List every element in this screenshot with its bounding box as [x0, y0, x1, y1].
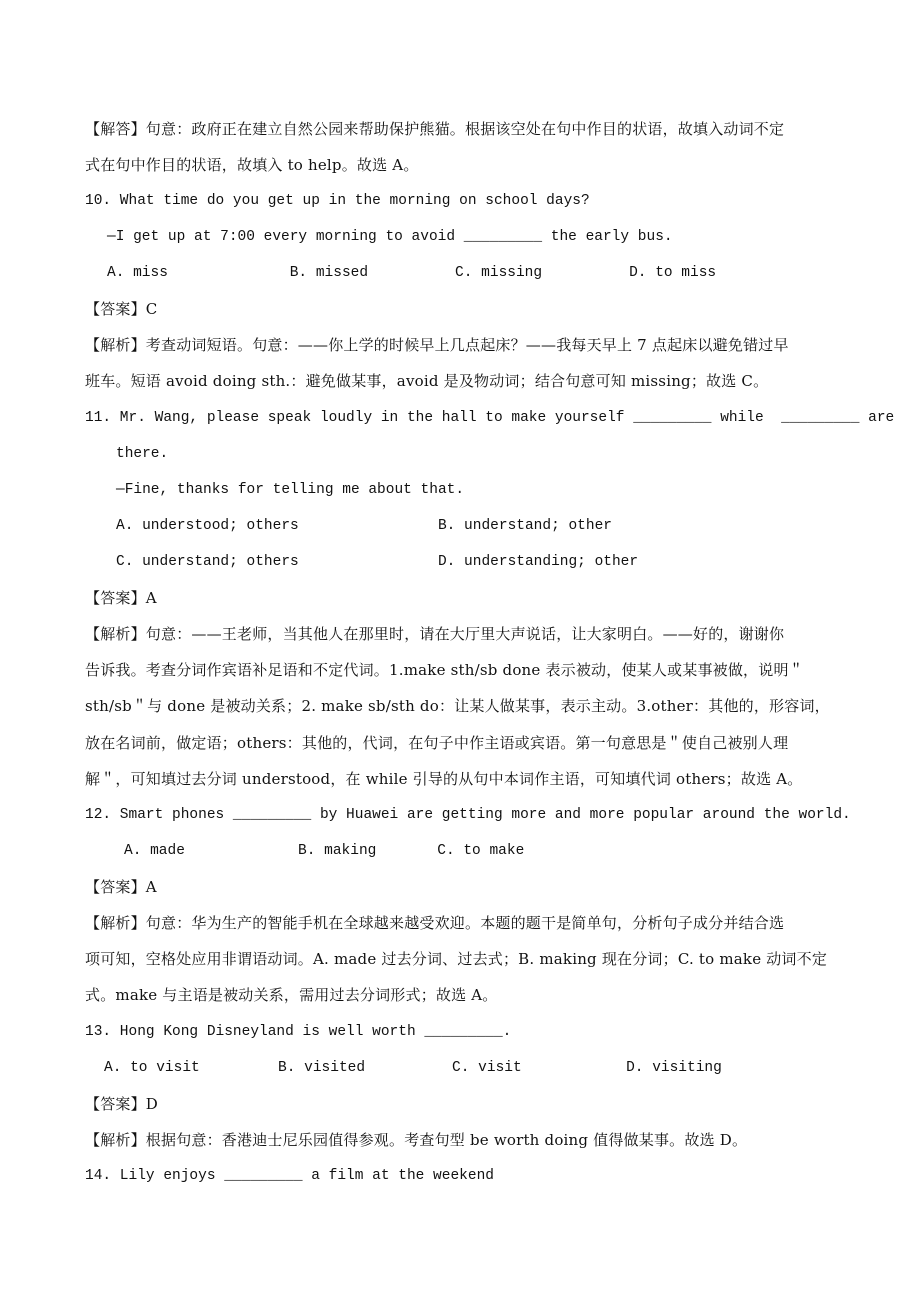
answer-explanation-9-line-2: 式在句中作目的状语，故填入 to help。故选 A。	[85, 156, 419, 174]
answer-explanation-9-line-1: 【解答】句意：政府正在建立自然公园来帮助保护熊猫。根据该空处在句中作目的状语，故填入动词不定	[85, 120, 785, 138]
question-10-options: A. miss B. missed C. missing D. to miss	[107, 265, 717, 281]
question-10-analysis-line-2: 班车。短语 avoid doing sth.：避免做某事，avoid 是及物动词；结合句意可知 missing；故选 C。	[85, 372, 769, 390]
question-11-analysis-line-1: 【解析】句意：——王老师，当其他人在那里时，请在大厅里大声说话，让大家明白。——好的，谢谢你	[85, 625, 785, 643]
question-12-analysis-line-1: 【解析】句意：华为生产的智能手机在全球越来越受欢迎。本题的题干是简单句，分析句子成分并结合选	[85, 914, 785, 932]
question-10-answer: 【答案】C	[85, 300, 158, 318]
question-10-analysis-line-1: 【解析】考查动词短语。句意：——你上学的时候早上几点起床？——我每天早上 7 点起床以避免错过早	[85, 336, 789, 354]
question-10-reply: —I get up at 7:00 every morning to avoid _________ the early bus.	[107, 229, 673, 245]
question-12-analysis-line-3: 式。make 与主语是被动关系，需用过去分词形式；故选 A。	[85, 986, 498, 1004]
question-12-analysis-line-2: 项可知，空格处应用非谓语动词。A. made 过去分词、过去式；B. making 现在分词；C. to make 动词不定	[85, 950, 828, 968]
question-11-answer: 【答案】A	[85, 589, 157, 607]
question-12-options: A. made B. making C. to make	[124, 843, 525, 859]
question-11-analysis-line-3: sth/sb＂与 done 是被动关系；2. make sb/sth do：让某人做某事，表示主动。3.other：其他的，形容词，	[85, 697, 830, 715]
question-11-options-cd: C. understand; others D. understanding; other	[116, 554, 639, 570]
question-11-options-ab: A. understood; others B. understand; other	[116, 518, 612, 534]
question-13-answer: 【答案】D	[85, 1095, 159, 1113]
question-11-analysis-line-2: 告诉我。考查分词作宾语补足语和不定代词。1.make sth/sb done 表示被动，使某人或某事被做，说明＂	[85, 661, 804, 679]
question-12-answer: 【答案】A	[85, 878, 157, 896]
question-11-stem: 11. Mr. Wang, please speak loudly in the hall to make yourself _________ while _________ are	[85, 410, 895, 426]
question-11-reply: —Fine, thanks for telling me about that.	[116, 482, 465, 498]
question-13-options: A. to visit B. visited C. visit D. visiting	[104, 1060, 722, 1076]
question-14-stem: 14. Lily enjoys _________ a film at the weekend	[85, 1168, 494, 1184]
question-13-stem: 13. Hong Kong Disneyland is well worth _________.	[85, 1024, 512, 1040]
question-11-analysis-line-4: 放在名词前，做定语；others：其他的，代词，在句子中作主语或宾语。第一句意思是＂使自己被别人理	[85, 734, 789, 752]
question-11-stem-cont: there.	[116, 446, 169, 462]
question-10-stem: 10. What time do you get up in the morning on school days?	[85, 193, 590, 209]
question-12-stem: 12. Smart phones _________ by Huawei are getting more and more popular around the world.	[85, 807, 851, 823]
question-11-analysis-line-5: 解＂，可知填过去分词 understood，在 while 引导的从句中本词作主语，可知填代词 others；故选 A。	[85, 770, 803, 788]
question-13-analysis: 【解析】根据句意：香港迪士尼乐园值得参观。考查句型 be worth doing 值得做某事。故选 D。	[85, 1131, 748, 1149]
